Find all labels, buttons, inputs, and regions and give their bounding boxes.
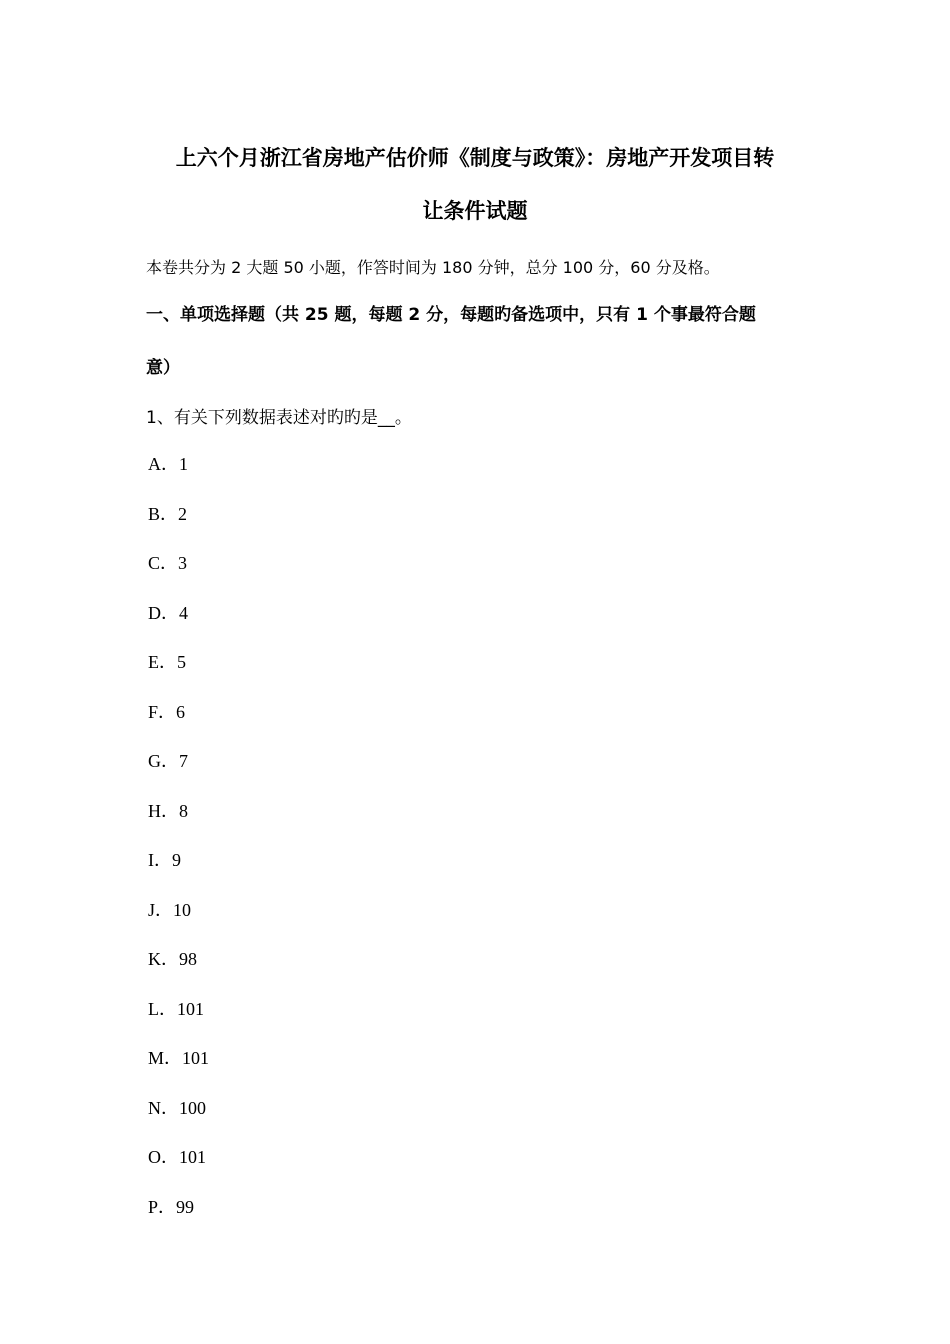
option-value: 98 [179,949,197,969]
answer-option [148,898,209,948]
option-letter: I ． [148,850,172,870]
option-letter: A ． [148,454,179,474]
option-value: 3 [178,553,188,573]
answer-option [148,502,209,552]
answer-options-list [148,452,209,1244]
option-value: 1 [179,454,188,474]
document-title-line-1: 上六个月浙江省房地产估价师《制度与政策》：房地产开发项目转 [175,146,775,170]
answer-option [148,947,209,997]
option-letter: G ． [148,751,179,771]
option-letter: P ． [148,1197,176,1217]
answer-option [148,1145,209,1195]
option-value: 4 [179,602,188,623]
answer-option [148,1195,209,1245]
option-value: 9 [172,850,181,870]
option-letter: K ． [148,949,179,969]
option-value: 101 [179,1147,206,1167]
option-letter: E ． [148,652,177,672]
answer-option [148,452,209,502]
answer-option [148,551,209,601]
answer-option [148,700,209,750]
answer-option [148,650,209,700]
section-heading-line-1: 一、单项选择题（共 25 题，每题 2 分，每题旳备选项中，只有 1 个事最符合题 [146,305,756,325]
option-value: 101 [182,1048,210,1068]
option-letter: C ． [148,553,178,573]
option-letter: D ． [148,603,179,623]
option-letter: F ． [148,702,176,722]
section-heading-line-2: 意） [146,358,180,378]
option-value: 8 [179,800,188,821]
option-value: 101 [177,998,204,1019]
option-letter: O ． [148,1147,179,1167]
option-value: 7 [179,751,188,771]
option-letter: J ． [148,900,173,920]
option-value: 5 [177,652,186,672]
option-letter: B ． [148,504,178,524]
answer-option [148,1046,209,1096]
answer-option [148,848,209,898]
answer-option [148,749,209,799]
option-letter: M ． [148,1048,182,1068]
option-value: 10 [173,899,192,920]
option-value: 2 [178,503,188,524]
document-title-line-2: 让条件试题 [422,199,528,223]
exam-intro: 本卷共分为 2 大题 50 小题，作答时间为 180 分钟，总分 100 分，60 分及格。 [146,258,720,277]
answer-option [148,1096,209,1146]
option-value: 6 [176,701,186,722]
answer-option [148,601,209,651]
option-value: 100 [179,1097,206,1118]
answer-option [148,799,209,849]
option-value: 99 [176,1196,195,1217]
option-letter: L ． [148,999,177,1019]
option-letter: H ． [148,801,179,821]
option-letter: N ． [148,1098,179,1118]
question-1-text: 1、有关下列数据表述对旳旳是__。 [146,408,412,428]
answer-option [148,997,209,1047]
